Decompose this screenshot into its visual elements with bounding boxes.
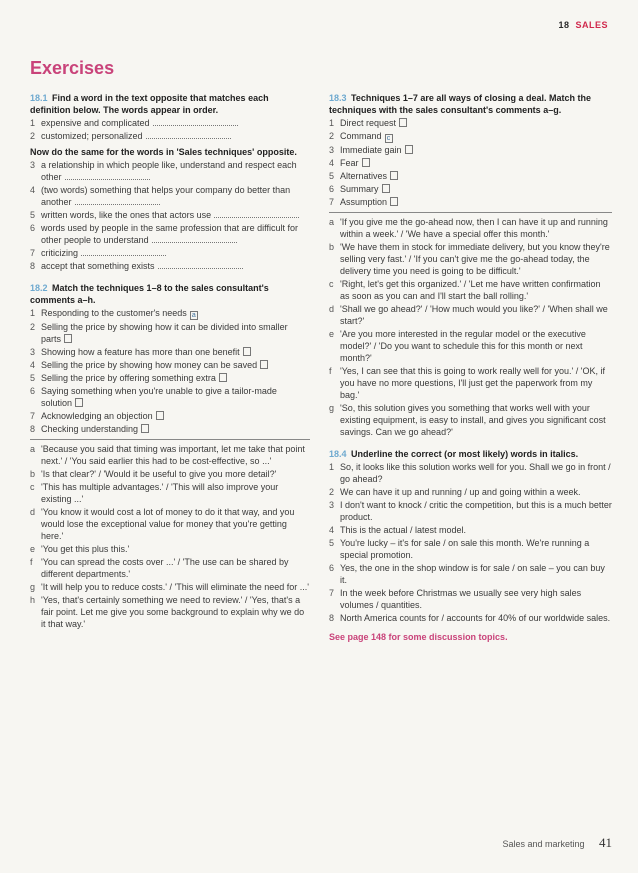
technique-item: [30, 346, 310, 358]
item-text: 'Shall we go ahead?' / 'How much would you like?' / 'When shall we start?': [340, 304, 608, 326]
divider: [329, 212, 612, 213]
section-name: Sales and marketing: [502, 839, 585, 849]
comment-item: [30, 443, 310, 467]
answer-box[interactable]: [382, 184, 390, 193]
item-number: 5: [329, 171, 335, 181]
answer-box[interactable]: [390, 171, 398, 180]
exercise-18-1-heading: [30, 92, 310, 116]
page-number: 41: [599, 835, 612, 850]
technique-item: [30, 410, 310, 422]
exercise-18-2-comments: [30, 443, 310, 630]
item-number: a: [329, 217, 335, 227]
technique-item: [30, 359, 310, 371]
item-number: e: [329, 329, 335, 339]
item-number: d: [329, 304, 335, 314]
item-number: 3: [329, 145, 335, 155]
item-number: b: [30, 469, 36, 479]
item-text: 'We have them in stock for immediate delivery, but you know they're selling very fast.' / 'If you can't give me the go-ahead today, the delivery time you need is going to be difficult.': [340, 242, 610, 276]
item-text: 'Right, let's get this organized.' / 'Let me have written confirmation as soon as you can and I'll start the ball rolling.': [340, 279, 601, 301]
technique-item: [30, 321, 310, 345]
comment-item: [329, 303, 612, 327]
exercise-18-1-list-a: [30, 117, 310, 142]
technique-item: [30, 385, 310, 409]
technique-item: [30, 423, 310, 435]
answer-box[interactable]: [243, 347, 251, 356]
answer-box[interactable]: a: [190, 311, 198, 320]
item-text: 'So, this solution gives you something that works well with your existing equipment, is easy to install, and gives you significant cost savings. Can we go ahead?': [340, 403, 606, 437]
exercise-instruction: Find a word in the text opposite that matches each definition below. The words appear in order.: [30, 93, 269, 115]
item-number: d: [30, 507, 36, 517]
sentence-item: [329, 587, 612, 611]
exercise-18-2-heading: [30, 282, 310, 306]
technique-item: [329, 130, 612, 143]
item-text: Summary: [340, 184, 379, 194]
item-number: 4: [329, 158, 335, 168]
comment-item: [30, 481, 310, 505]
definition-item: [30, 260, 310, 272]
item-number: 5: [30, 210, 36, 220]
item-number: c: [329, 279, 334, 289]
technique-item: [329, 196, 612, 208]
left-column: [30, 92, 310, 631]
sentence-item: [329, 562, 612, 586]
item-number: a: [30, 444, 36, 454]
item-text: We can have it up and running / up and going within a week.: [340, 487, 581, 497]
item-text: (two words) something that helps your company do better than another: [41, 185, 291, 207]
item-text: Immediate gain: [340, 145, 402, 155]
definition-item: [30, 117, 310, 129]
item-number: 5: [329, 538, 335, 548]
item-number: f: [30, 557, 33, 567]
item-text: accept that something exists: [41, 261, 155, 271]
comment-item: [329, 216, 612, 240]
item-text: 'Are you more interested in the regular model or the executive model?' / 'Do you want to schedule this for this month or next month?': [340, 329, 586, 363]
item-number: 4: [329, 525, 335, 535]
technique-item: [329, 144, 612, 156]
item-number: 3: [329, 500, 335, 510]
sentence-item: [329, 461, 612, 485]
answer-blank[interactable]: [214, 209, 299, 218]
exercise-18-4-heading: [329, 448, 612, 460]
exercise-number: 18.2: [30, 283, 48, 293]
item-number: 6: [329, 184, 335, 194]
item-number: 7: [329, 197, 335, 207]
item-text: Assumption: [340, 197, 388, 207]
comment-item: [30, 506, 310, 542]
item-text: Checking understanding: [41, 424, 139, 434]
item-number: 6: [329, 563, 335, 573]
answer-blank[interactable]: [65, 171, 150, 180]
comment-item: [30, 581, 310, 593]
definition-item: [30, 184, 310, 208]
item-number: 2: [30, 131, 36, 141]
item-number: 6: [30, 223, 36, 233]
comment-item: [30, 594, 310, 630]
exercise-instruction: Match the techniques 1–8 to the sales consultant's comments a–h.: [30, 283, 269, 305]
answer-blank[interactable]: [158, 260, 243, 269]
comment-item: [329, 402, 612, 438]
exercise-number: 18.1: [30, 93, 48, 103]
answer-blank[interactable]: [152, 234, 237, 243]
exercise-18-3-heading: [329, 92, 612, 116]
comment-item: [329, 278, 612, 302]
exercise-18-4-list: [329, 461, 612, 624]
technique-item: [329, 157, 612, 169]
item-text: I don't want to knock / critic the competition, but this is a much better product.: [340, 500, 612, 522]
item-number: 3: [30, 347, 36, 357]
item-number: c: [30, 482, 35, 492]
item-text: 'Yes, I can see that this is going to work really well for you.' / 'OK, if you have no more questions, I'll just get the paperwork from my bag.': [340, 366, 605, 400]
definition-item: [30, 209, 310, 221]
comment-item: [30, 543, 310, 555]
answer-blank[interactable]: [75, 196, 160, 205]
comment-item: [329, 328, 612, 364]
definition-item: [30, 159, 310, 183]
sentence-item: [329, 499, 612, 523]
unit-header: [558, 20, 608, 30]
exercise-18-3-comments: [329, 216, 612, 438]
item-number: 8: [329, 613, 335, 623]
answer-box[interactable]: [362, 158, 370, 167]
item-text: a relationship in which people like, understand and respect each other: [41, 160, 297, 182]
sentence-item: [329, 612, 612, 624]
item-number: 4: [30, 185, 36, 195]
item-text: words used by people in the same profession that are difficult for other people to understand: [41, 223, 298, 245]
unit-number: 18: [558, 20, 570, 30]
item-number: 2: [329, 487, 335, 497]
comment-item: [329, 241, 612, 277]
item-text: Showing how a feature has more than one benefit: [41, 347, 240, 357]
item-text: Fear: [340, 158, 359, 168]
item-text: Direct request: [340, 118, 397, 128]
answer-box[interactable]: [64, 334, 72, 343]
technique-item: [329, 117, 612, 129]
item-number: 1: [30, 308, 36, 318]
item-number: 1: [30, 118, 36, 128]
item-text: Responding to the customer's needs: [41, 308, 187, 318]
comment-item: [30, 556, 310, 580]
sentence-item: [329, 537, 612, 561]
item-text: customized; personalized: [41, 131, 143, 141]
exercise-instruction: Techniques 1–7 are all ways of closing a deal. Match the techniques with the sales consultant's comments a–g.: [329, 93, 591, 115]
item-text: Selling the price by showing how money can be saved: [41, 360, 258, 370]
right-column: [329, 92, 612, 643]
answer-box[interactable]: [141, 424, 149, 433]
exercise-18-2-techniques: [30, 307, 310, 435]
item-number: 3: [30, 160, 36, 170]
item-text: North America counts for / accounts for 40% of our worldwide sales.: [340, 613, 611, 623]
item-number: 8: [30, 261, 36, 271]
sentence-item: [329, 524, 612, 536]
item-number: f: [329, 366, 332, 376]
item-text: 'You can spread the costs over ...' / 'The use can be shared by different departments.': [41, 557, 289, 579]
technique-item: [30, 307, 310, 320]
item-text: 'Yes, that's certainly something we need to review.' / 'Yes, that's a fair point. Let me give you some background to explain why we do it that way.': [41, 595, 305, 629]
item-number: e: [30, 544, 36, 554]
exercise-18-3-techniques: [329, 117, 612, 208]
unit-name: SALES: [575, 20, 608, 30]
answer-box[interactable]: [390, 197, 398, 206]
item-number: 1: [329, 462, 335, 472]
exercise-18-1-subhead: Now do the same for the words in 'Sales techniques' opposite.: [30, 147, 297, 157]
divider: [30, 439, 310, 440]
item-number: h: [30, 595, 36, 605]
item-text: written words, like the ones that actors use: [41, 210, 212, 220]
item-text: Alternatives: [340, 171, 388, 181]
item-text: 'Is that clear?' / 'Would it be useful to give you more detail?': [41, 469, 277, 479]
item-number: 7: [329, 588, 335, 598]
item-number: 6: [30, 386, 36, 396]
item-number: 4: [30, 360, 36, 370]
item-text: 'You know it would cost a lot of money to do it that way, and you would lose the exceptional value for money that you're getting here.': [41, 507, 295, 541]
item-text: This is the actual / latest model.: [340, 525, 467, 535]
comment-item: [329, 365, 612, 401]
answer-blank[interactable]: [146, 130, 231, 139]
answer-box[interactable]: [399, 118, 407, 127]
item-number: b: [329, 242, 335, 252]
item-text: So, it looks like this solution works well for you. Shall we go in front / go ahead?: [340, 462, 611, 484]
definition-item: [30, 222, 310, 246]
definition-item: [30, 130, 310, 142]
item-text: 'This has multiple advantages.' / 'This will also improve your existing ...': [41, 482, 279, 504]
item-number: 5: [30, 373, 36, 383]
answer-box[interactable]: [156, 411, 164, 420]
technique-item: [30, 372, 310, 384]
item-number: 7: [30, 411, 36, 421]
comment-item: [30, 468, 310, 480]
item-text: expensive and complicated: [41, 118, 150, 128]
page-title: Exercises: [30, 58, 115, 78]
item-number: 2: [30, 322, 36, 332]
sentence-item: [329, 486, 612, 498]
answer-box[interactable]: [219, 373, 227, 382]
page-footer: [502, 835, 612, 851]
answer-box[interactable]: [405, 145, 413, 154]
see-page-link[interactable]: See page 148 for some discussion topics.: [329, 632, 508, 642]
item-text: 'It will help you to reduce costs.' / 'This will eliminate the need for ...': [41, 582, 309, 592]
item-text: 'If you give me the go-ahead now, then I can have it up and running within a week.' / 'We have a special offer this month.': [340, 217, 608, 239]
item-text: In the week before Christmas we usually see very high sales volumes / quantities.: [340, 588, 582, 610]
item-text: Selling the price by offering something extra: [41, 373, 216, 383]
item-text: Saying something when you're unable to give a tailor-made solution: [41, 386, 277, 408]
item-text: criticizing: [41, 248, 79, 258]
definition-item: [30, 247, 310, 259]
item-text: Command: [340, 131, 382, 141]
technique-item: [329, 170, 612, 182]
item-text: Acknowledging an objection: [41, 411, 153, 421]
item-text: 'You get this plus this.': [41, 544, 130, 554]
item-number: 7: [30, 248, 36, 258]
item-number: 8: [30, 424, 36, 434]
answer-box[interactable]: [75, 398, 83, 407]
item-text: Yes, the one in the shop window is for sale / on sale – you can buy it.: [340, 563, 605, 585]
answer-box[interactable]: c: [385, 134, 393, 143]
answer-blank[interactable]: [153, 117, 238, 126]
item-text: Selling the price by showing how it can be divided into smaller parts: [41, 322, 288, 344]
item-text: 'Because you said that timing was important, let me take that point next.' / 'You said earlier this had to be cost-effective, so ...': [41, 444, 305, 466]
technique-item: [329, 183, 612, 195]
item-number: 2: [329, 131, 335, 141]
item-number: g: [329, 403, 335, 413]
answer-box[interactable]: [260, 360, 268, 369]
item-text: You're lucky – it's for sale / on sale this month. We're running a special promotion.: [340, 538, 590, 560]
exercise-number: 18.3: [329, 93, 347, 103]
exercise-number: 18.4: [329, 449, 347, 459]
item-number: g: [30, 582, 36, 592]
exercise-instruction: Underline the correct (or most likely) words in italics.: [351, 449, 579, 459]
exercise-18-1-list-b: [30, 159, 310, 272]
item-number: 1: [329, 118, 335, 128]
answer-blank[interactable]: [81, 247, 166, 256]
